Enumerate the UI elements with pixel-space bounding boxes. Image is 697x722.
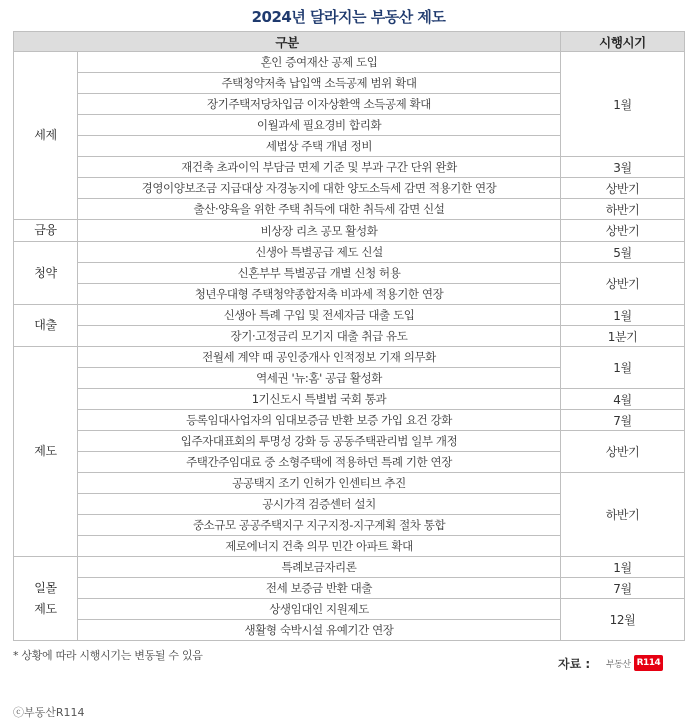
source-logo xyxy=(606,653,663,673)
logo-text: 부동산 xyxy=(606,659,631,670)
item-cell: 전월세 계약 때 공인중개사 인적정보 기재 의무화 xyxy=(78,347,561,368)
table-row xyxy=(14,410,685,431)
timing-cell: 5월 xyxy=(561,242,685,263)
item-cell: 신생아 특별공급 제도 신설 xyxy=(78,242,561,263)
category-cell: 청약 xyxy=(14,242,78,305)
item-cell: 공공택지 조기 인허가 인센티브 추진 xyxy=(78,473,561,494)
timing-cell: 3월 xyxy=(561,157,685,178)
policy-table xyxy=(13,31,685,641)
table-row xyxy=(14,347,685,368)
item-cell: 청년우대형 주택청약종합저축 비과세 적용기한 연장 xyxy=(78,284,561,305)
timing-cell: 하반기 xyxy=(561,473,685,557)
item-cell: 상생임대인 지원제도 xyxy=(78,599,561,620)
item-cell: 1기신도시 특별법 국회 통과 xyxy=(78,389,561,410)
table-row xyxy=(14,263,685,284)
table-row xyxy=(14,305,685,326)
timing-cell: 상반기 xyxy=(561,220,685,242)
timing-cell: 상반기 xyxy=(561,263,685,305)
item-cell: 신혼부부 특별공급 개별 신청 허용 xyxy=(78,263,561,284)
header-category: 구분 xyxy=(14,32,561,52)
table-row xyxy=(14,52,685,73)
timing-cell: 상반기 xyxy=(561,178,685,199)
item-cell: 입주자대표회의 투명성 강화 등 공동주택관리법 일부 개정 xyxy=(78,431,561,452)
timing-cell: 7월 xyxy=(561,410,685,431)
timing-cell: 상반기 xyxy=(561,431,685,473)
table-row xyxy=(14,178,685,199)
item-cell: 생활형 숙박시설 유예기간 연장 xyxy=(78,620,561,641)
timing-cell: 1월 xyxy=(561,52,685,157)
table-row xyxy=(14,389,685,410)
footnote: * 상황에 따라 시행시기는 변동될 수 있음 xyxy=(13,649,203,662)
table-row xyxy=(14,157,685,178)
category-cell: 대출 xyxy=(14,305,78,347)
table-row xyxy=(14,220,685,242)
item-cell: 공시가격 검증센터 설치 xyxy=(78,494,561,515)
copyright-text: ⓒ부동산R114 xyxy=(13,706,85,719)
item-cell: 세법상 주택 개념 정비 xyxy=(78,136,561,157)
category-cell: 제도 xyxy=(14,347,78,557)
item-cell: 특례보금자리론 xyxy=(78,557,561,578)
timing-cell: 하반기 xyxy=(561,199,685,220)
category-cell: 일몰 제도 xyxy=(14,557,78,641)
item-cell: 재건축 초과이익 부담금 면제 기준 및 부과 구간 단위 완화 xyxy=(78,157,561,178)
timing-cell: 12월 xyxy=(561,599,685,641)
timing-cell: 1분기 xyxy=(561,326,685,347)
item-cell: 제로에너지 건축 의무 민간 아파트 확대 xyxy=(78,536,561,557)
timing-cell: 1월 xyxy=(561,305,685,326)
source-label: 자료 : xyxy=(558,657,591,671)
item-cell: 이월과세 필요경비 합리화 xyxy=(78,115,561,136)
item-cell: 장기주택저당차입금 이자상환액 소득공제 확대 xyxy=(78,94,561,115)
item-cell: 경영이양보조금 지급대상 자경농지에 대한 양도소득세 감면 적용기한 연장 xyxy=(78,178,561,199)
timing-cell: 7월 xyxy=(561,578,685,599)
table-row xyxy=(14,431,685,452)
item-cell: 주택간주임대료 중 소형주택에 적용하던 특례 기한 연장 xyxy=(78,452,561,473)
table-row xyxy=(14,599,685,620)
item-cell: 중소규모 공공주택지구 지구지정-지구계획 절차 통합 xyxy=(78,515,561,536)
table-row xyxy=(14,242,685,263)
category-cell: 세제 xyxy=(14,52,78,220)
table-row xyxy=(14,557,685,578)
page-title: 2024년 달라지는 부동산 제도 xyxy=(251,8,446,26)
table-body xyxy=(14,52,685,641)
item-cell: 전세 보증금 반환 대출 xyxy=(78,578,561,599)
item-cell: 혼인 증여재산 공제 도입 xyxy=(78,52,561,73)
table-row xyxy=(14,326,685,347)
table-header-row xyxy=(14,32,685,52)
item-cell: 비상장 리츠 공모 활성화 xyxy=(78,220,561,242)
category-cell: 금융 xyxy=(14,220,78,242)
logo-mark: R114 xyxy=(634,655,664,671)
item-cell: 주택청약저축 납입액 소득공제 범위 확대 xyxy=(78,73,561,94)
item-cell: 출산·양육을 위한 주택 취득에 대한 취득세 감면 신설 xyxy=(78,199,561,220)
item-cell: 등록임대사업자의 임대보증금 반환 보증 가입 요건 강화 xyxy=(78,410,561,431)
table-row xyxy=(14,578,685,599)
item-cell: 신생아 특례 구입 및 전세자금 대출 도입 xyxy=(78,305,561,326)
table-row xyxy=(14,199,685,220)
item-cell: 역세권 '뉴:홈' 공급 활성화 xyxy=(78,368,561,389)
item-cell: 장기·고정금리 모기지 대출 취급 유도 xyxy=(78,326,561,347)
table-row xyxy=(14,473,685,494)
timing-cell: 1월 xyxy=(561,347,685,389)
timing-cell: 4월 xyxy=(561,389,685,410)
timing-cell: 1월 xyxy=(561,557,685,578)
header-timing: 시행시기 xyxy=(561,32,685,52)
